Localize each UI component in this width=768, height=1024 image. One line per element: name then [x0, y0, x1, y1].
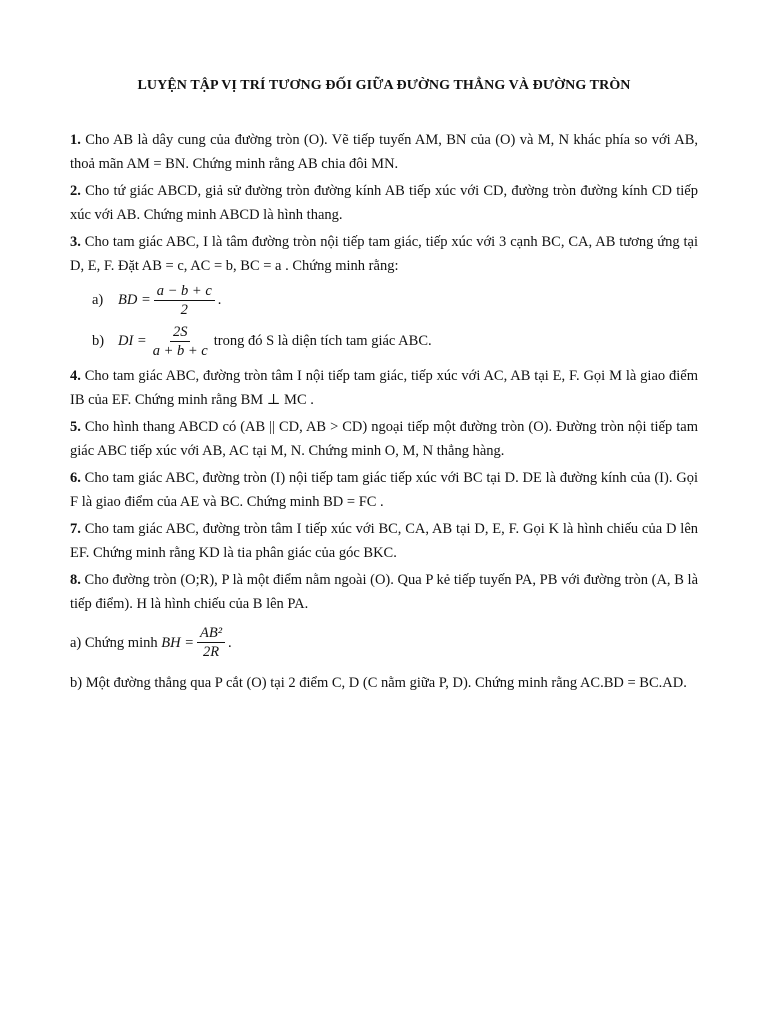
problem-3b: [92, 323, 698, 360]
fraction: [150, 323, 211, 360]
problem-text: Cho tam giác ABC, đường tròn tâm I nội tiếp tam giác, tiếp xúc với AC, AB tại E, F. Gọi M là giao điểm IB của EF. Chứng minh rằng BM ⊥ MC .: [70, 368, 699, 408]
problem-3: [70, 230, 698, 278]
fraction-numerator: a − b + c: [154, 282, 215, 301]
sub-label: a) Chứng minh: [70, 634, 158, 651]
problem-number: 5.: [70, 419, 81, 435]
problem-text: Cho tam giác ABC, đường tròn (I) nội tiếp tam giác tiếp xúc với BC tại D. DE là đường kính của (I). Gọi F là giao điểm của AE và BC. Chứng minh BD = FC .: [70, 470, 698, 510]
fraction: [197, 624, 225, 661]
fraction-numerator: 2S: [170, 323, 191, 342]
problem-1: [70, 128, 698, 176]
equation-lhs: BH =: [161, 634, 194, 651]
problem-2: [70, 179, 698, 227]
problem-3a: [92, 282, 698, 319]
fraction-numerator: AB²: [197, 624, 225, 643]
equation-lhs: DI =: [118, 333, 147, 349]
equation-lhs: BD =: [118, 292, 151, 308]
problem-number: 2.: [70, 183, 81, 199]
problem-text: Cho AB là dây cung của đường tròn (O). Vẽ tiếp tuyến AM, BN của (O) và M, N khác phía so với AB, thoả mãn AM = BN. Chứng minh rằng AB chia đôi MN.: [70, 132, 698, 172]
sub-label: a): [92, 292, 104, 308]
problem-number: 3.: [70, 234, 81, 250]
problem-6: [70, 466, 698, 514]
problem-8a: [70, 624, 698, 661]
equation-tail: trong đó S là diện tích tam giác ABC.: [213, 333, 432, 349]
problem-8: [70, 568, 698, 616]
problem-text: Cho hình thang ABCD có (AB || CD, AB > CD) ngoại tiếp một đường tròn (O). Đường tròn nội tiếp tam giác ABC tiếp xúc với AB, AC tại M, N. Chứng minh O, M, N thẳng hàng.: [70, 419, 698, 459]
problem-number: 7.: [70, 521, 81, 537]
fraction-denominator: 2: [180, 302, 188, 318]
problem-number: 6.: [70, 470, 81, 486]
document-content: [70, 128, 698, 710]
problem-text: Cho tam giác ABC, I là tâm đường tròn nội tiếp tam giác, tiếp xúc với 3 cạnh BC, CA, AB tương ứng tại D, E, F. Đặt AB = c, AC = b, BC = a . Chứng minh rằng:: [70, 234, 698, 274]
problem-number: 1.: [70, 132, 81, 148]
problem-text: Cho tứ giác ABCD, giả sử đường tròn đường kính AB tiếp xúc với CD, đường tròn đường kính CD tiếp xúc với AB. Chứng minh ABCD là hình thang.: [70, 183, 698, 223]
problem-4: [70, 364, 698, 412]
equation-tail: .: [228, 634, 232, 651]
sub-label: b): [92, 333, 105, 349]
problem-text: Cho tam giác ABC, đường tròn tâm I tiếp xúc với BC, CA, AB tại D, E, F. Gọi K là hình chiếu của D lên EF. Chứng minh rằng KD là tia phân giác của góc BKC.: [70, 521, 699, 561]
fraction: [154, 282, 215, 319]
equation-tail: .: [217, 292, 222, 308]
problem-number: 4.: [70, 368, 81, 384]
fraction-denominator: 2R: [202, 644, 220, 660]
problem-7: [70, 517, 698, 565]
document-title: LUYỆN TẬP VỊ TRÍ TƯƠNG ĐỐI GIỮA ĐƯỜNG THẲNG VÀ ĐƯỜNG TRÒN: [137, 78, 631, 93]
problem-5: [70, 415, 698, 463]
fraction-denominator: a + b + c: [152, 343, 208, 359]
problem-8b: b) Một đường thẳng qua P cắt (O) tại 2 điểm C, D (C nằm giữa P, D). Chứng minh rằng AC.BD = BC.AD.: [70, 675, 687, 691]
problem-text: Cho đường tròn (O;R), P là một điểm nằm ngoài (O). Qua P kẻ tiếp tuyến PA, PB với đường tròn (A, B là tiếp điểm). H là hình chiếu của B lên PA.: [70, 572, 699, 612]
problem-number: 8.: [70, 572, 81, 588]
